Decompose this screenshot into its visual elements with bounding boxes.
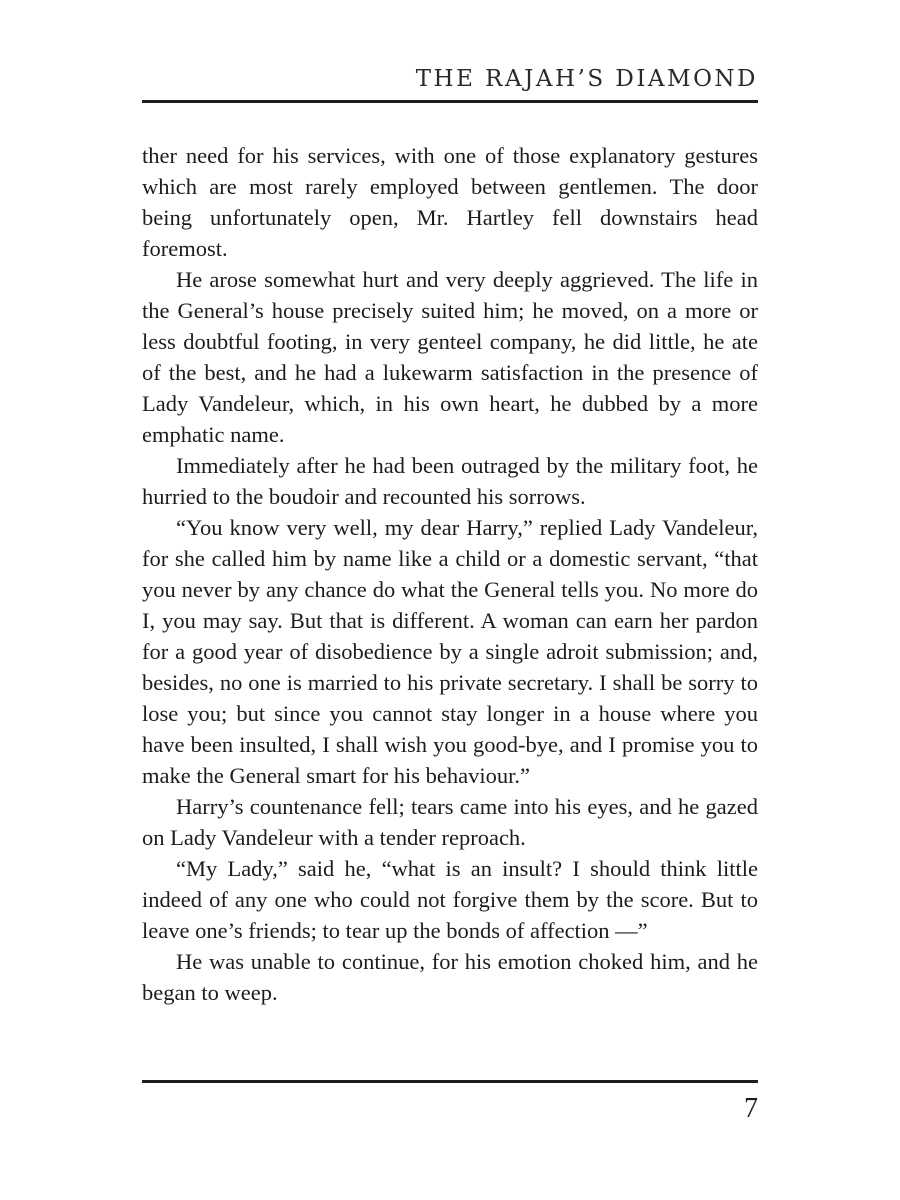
header-rule [142, 100, 758, 103]
running-head-title: THE RAJAH’S DIAMOND [415, 66, 758, 92]
paragraph: Harry’s countenance fell; tears came into his eyes, and he gazed on Lady Vandeleur with a tender reproach. [142, 794, 758, 850]
footer-rule [142, 1080, 758, 1083]
paragraph: “My Lady,” said he, “what is an insult? I should think little indeed of any one who could not forgive them by the score. But to leave one’s friends; to tear up the bonds of affection —” [142, 856, 758, 943]
body-text [142, 140, 758, 1008]
page-number: 7 [744, 1093, 758, 1124]
paragraph: Immediately after he had been outraged by the military foot, he hurried to the boudoir and recounted his sorrows. [142, 453, 758, 509]
paragraph: He was unable to continue, for his emotion choked him, and he began to weep. [142, 949, 758, 1005]
paragraph: He arose somewhat hurt and very deeply aggrieved. The life in the General’s house precisely suited him; he moved, on a more or less doubtful footing, in very genteel company, he did little, he ate of the best, and he had a lukewarm satisfaction in the presence of Lady Vandeleur, which, in his own heart, he dubbed by a more emphatic name. [142, 267, 758, 447]
paragraph: “You know very well, my dear Harry,” replied Lady Vandeleur, for she called him by name like a child or a domestic servant, “that you never by any chance do what the General tells you. No more do I, you may say. But that is different. A woman can earn her pardon for a good year of disobedience by a single adroit submission; and, besides, no one is married to his private secretary. I shall be sorry to lose you; but since you cannot stay longer in a house where you have been insulted, I shall wish you good-bye, and I promise you to make the General smart for his behaviour.” [142, 515, 758, 788]
paragraph: ther need for his services, with one of those explanatory gestures which are most rarely employed between gentlemen. The door being unfortunately open, Mr. Hartley fell downstairs head foremost. [142, 143, 758, 261]
